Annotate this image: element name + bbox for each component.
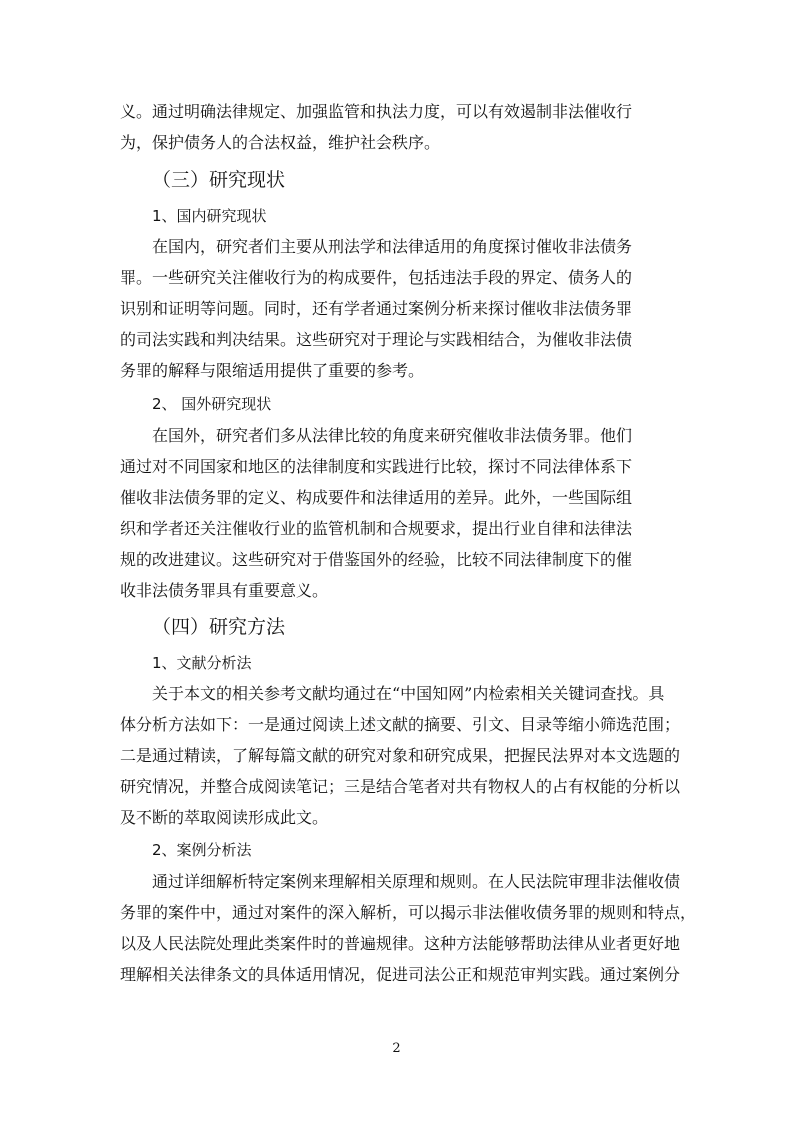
body-line: 义。通过明确法律规定、加强监管和执法力度，可以有效遏制非法催收行 <box>120 102 633 121</box>
subheading-domestic: 1、国内研究现状 <box>152 207 267 225</box>
section-heading-research-status: （三）研究现状 <box>152 169 286 191</box>
body-line: 罪。一些研究关注催收行为的构成要件，包括违法手段的界定、债务人的 <box>120 268 633 287</box>
body-line: 务罪的案件中，通过对案件的深入解析，可以揭示非法催收债务罪的规则和特点， <box>120 903 697 922</box>
body-line: 关于本文的相关参考文献均通过在“中国知网”内检索相关关键词查找。具 <box>152 684 665 703</box>
body-line: 催收非法债务罪的定义、构成要件和法律适用的差异。此外，一些国际组 <box>120 488 633 507</box>
body-line: 二是通过精读，了解每篇文献的研究对象和研究成果，把握民法界对本文选题的 <box>120 746 681 765</box>
subheading-foreign: 2、 国外研究现状 <box>152 395 272 413</box>
body-line: 研究情况，并整合成阅读笔记；三是结合笔者对共有物权人的占有权能的分析以 <box>120 777 681 796</box>
body-line: 通过对不同国家和地区的法律制度和实践进行比较，探讨不同法律体系下 <box>120 457 633 476</box>
body-line: 规的改进建议。这些研究对于借鉴国外的经验，比较不同法律制度下的催 <box>120 550 633 569</box>
body-line: 及不断的萃取阅读形成此文。 <box>120 808 329 827</box>
body-line: 为，保护债务人的合法权益，维护社会秩序。 <box>120 133 441 152</box>
page-number: 2 <box>392 1041 401 1056</box>
body-line: 理解相关法律条文的具体适用情况，促进司法公正和规范审判实践。通过案例分 <box>120 965 681 984</box>
subheading-literature-analysis: 1、文献分析法 <box>152 654 252 672</box>
body-line: 织和学者还关注催收行业的监管机制和合规要求，提出行业自律和法律法 <box>120 519 633 538</box>
body-line: 在国外，研究者们多从法律比较的角度来研究催收非法债务罪。他们 <box>152 426 633 445</box>
body-line: 的司法实践和判决结果。这些研究对于理论与实践相结合，为催收非法债 <box>120 330 633 349</box>
body-line: 识别和证明等问题。同时，还有学者通过案例分析来探讨催收非法债务罪 <box>120 299 633 318</box>
section-heading-research-methods: （四）研究方法 <box>152 616 286 638</box>
body-line: 以及人民法院处理此类案件时的普遍规律。这种方法能够帮助法律从业者更好地 <box>120 934 681 953</box>
body-line: 收非法债务罪具有重要意义。 <box>120 581 329 600</box>
subheading-case-analysis: 2、案例分析法 <box>152 841 252 859</box>
body-line: 务罪的解释与限缩适用提供了重要的参考。 <box>120 361 425 380</box>
body-line: 在国内，研究者们主要从刑法学和法律适用的角度探讨催收非法债务 <box>152 237 633 256</box>
body-line: 通过详细解析特定案例来理解相关原理和规则。在人民法院审理非法催收债 <box>152 872 681 891</box>
body-line: 体分析方法如下：一是通过阅读上述文献的摘要、引文、目录等缩小筛选范围； <box>120 715 681 734</box>
